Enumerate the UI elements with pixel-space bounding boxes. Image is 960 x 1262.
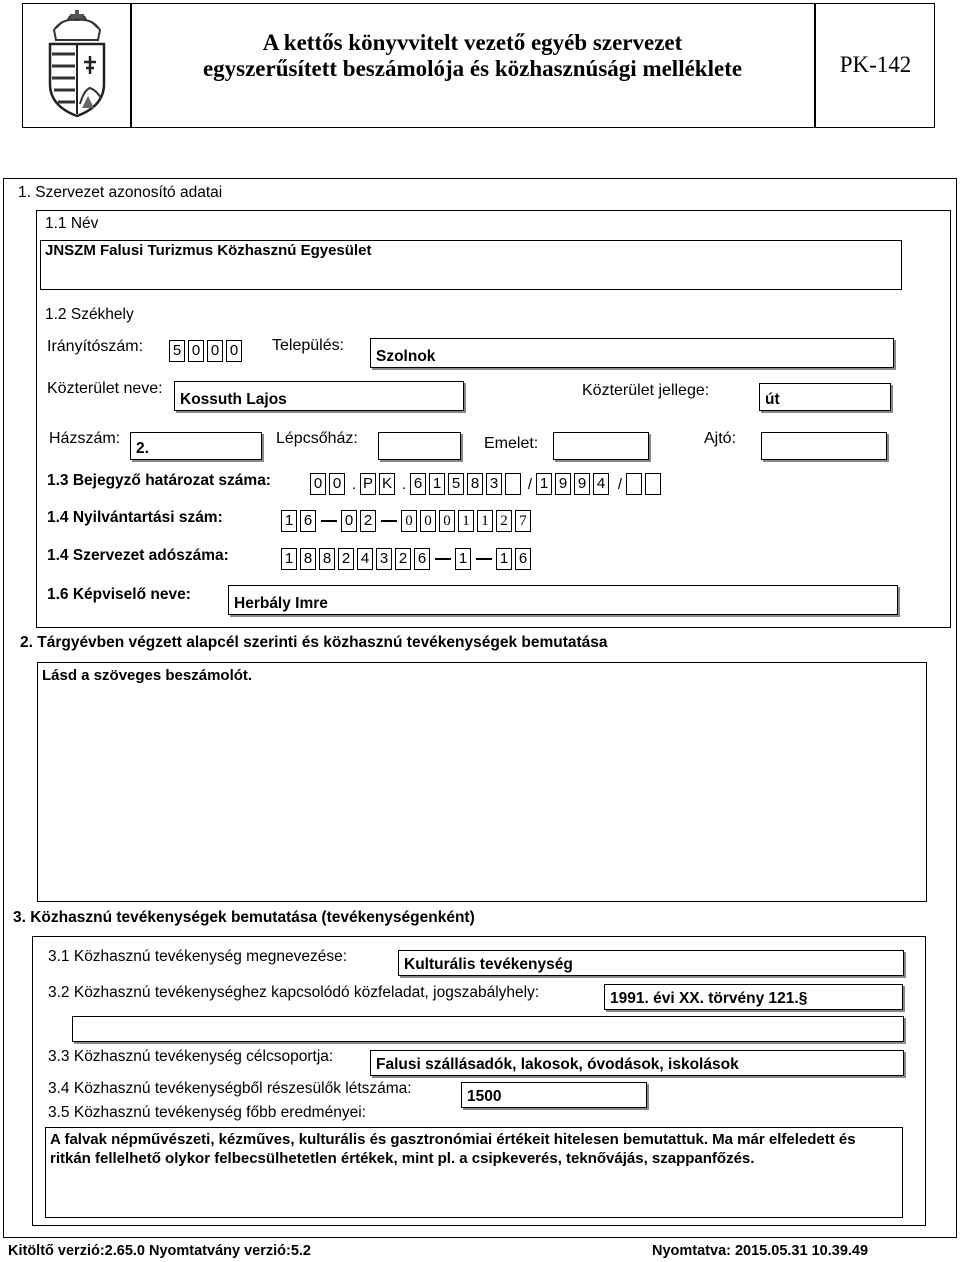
zip-digit[interactable]: 0: [188, 340, 204, 362]
form-title-line1: A kettős könyvvitelt vezető egyéb szervezet: [262, 30, 683, 55]
registry-char[interactable]: 2: [496, 510, 512, 532]
activity-name-value: Kulturális tevékenység: [404, 956, 573, 973]
zip-label: Irányítószám:: [47, 338, 144, 355]
street-type-label: Közterület jellege:: [582, 382, 710, 399]
reg-char[interactable]: [505, 473, 521, 495]
target-group-label: 3.3 Közhasznú tevékenység célcsoportja:: [48, 1048, 334, 1065]
reg-char[interactable]: [626, 473, 642, 495]
reg-char[interactable]: 6: [410, 473, 426, 495]
coat-of-arms-icon: [42, 8, 112, 120]
reg-char[interactable]: P: [360, 473, 376, 495]
door-field[interactable]: [761, 432, 887, 460]
tax-dash: [476, 558, 492, 560]
tax-digit[interactable]: 1: [281, 548, 297, 570]
reg-char[interactable]: K: [379, 473, 395, 495]
house-label: Házszám:: [49, 430, 121, 447]
public-task-extra-field[interactable]: [72, 1016, 904, 1042]
registry-char[interactable]: 2: [360, 510, 376, 532]
stair-field[interactable]: [378, 432, 461, 460]
section2-text-field[interactable]: [37, 662, 927, 902]
section3-heading: 3. Közhasznú tevékenységek bemutatása (tevékenységenként): [13, 909, 475, 926]
registry-char[interactable]: 0: [401, 510, 417, 532]
form-title: [131, 30, 814, 82]
beneficiaries-value: 1500: [467, 1088, 502, 1105]
registry-label: 1.4 Nyilvántartási szám:: [47, 509, 223, 526]
tax-digit[interactable]: 4: [357, 548, 373, 570]
form-title-line2: egyszerűsített beszámolója és közhasznúsági melléklete: [202, 56, 743, 81]
representative-label: 1.6 Képviselő neve:: [47, 586, 191, 603]
zip-digit[interactable]: 0: [207, 340, 223, 362]
reg-char[interactable]: 8: [467, 473, 483, 495]
tax-digit[interactable]: 3: [376, 548, 392, 570]
results-value: A falvak népművészeti, kézműves, kulturális és gasztronómiai értékeit hitelesen bemutattuk. Ma már elfeledett és ritkán fellelhető olykor felbecsülhetetlen értékek, mint pl. a csipkeverés, teknővájás, szappanfőzés.: [50, 1131, 856, 1167]
registry-dash: [321, 520, 337, 522]
tax-digit[interactable]: 8: [319, 548, 335, 570]
tax-digit[interactable]: 6: [515, 548, 531, 570]
floor-field[interactable]: [553, 432, 649, 460]
registry-cells[interactable]: [281, 510, 534, 532]
section1-heading: 1. Szervezet azonosító adatai: [18, 184, 223, 201]
reg-slash: /: [527, 475, 533, 493]
house-field[interactable]: [130, 432, 262, 460]
street-type-field[interactable]: [759, 383, 891, 411]
reg-slash: /: [617, 475, 623, 493]
registration-cells[interactable]: [310, 473, 664, 495]
footer-printed: Nyomtatva: 2015.05.31 10.39.49: [652, 1243, 869, 1259]
tax-digit[interactable]: 8: [300, 548, 316, 570]
reg-char[interactable]: 1: [429, 473, 445, 495]
reg-char[interactable]: [645, 473, 661, 495]
zip-digit[interactable]: 0: [226, 340, 242, 362]
results-field[interactable]: [45, 1127, 903, 1218]
footer-version: Kitöltő verzió:2.65.0 Nyomtatvány verzió:5.2: [8, 1243, 311, 1259]
public-task-label: 3.2 Közhasznú tevékenységhez kapcsolódó közfeladat, jogszabályhely:: [48, 984, 540, 1001]
tax-digit[interactable]: 6: [414, 548, 430, 570]
door-label: Ajtó:: [704, 430, 737, 447]
tax-digit[interactable]: 2: [395, 548, 411, 570]
city-label: Település:: [272, 337, 345, 354]
tax-cells[interactable]: [281, 548, 534, 570]
registry-char[interactable]: 0: [439, 510, 455, 532]
results-label: 3.5 Közhasznú tevékenység főbb eredményei:: [48, 1104, 366, 1121]
representative-value: Herbály Imre: [234, 595, 328, 612]
reg-char[interactable]: 5: [448, 473, 464, 495]
reg-char[interactable]: 0: [310, 473, 326, 495]
registration-label: 1.3 Bejegyző határozat száma:: [47, 472, 271, 489]
city-value: Szolnok: [376, 348, 436, 365]
street-value: Kossuth Lajos: [180, 391, 287, 408]
city-field[interactable]: [370, 338, 894, 368]
tax-dash: [435, 558, 451, 560]
registry-char[interactable]: 6: [300, 510, 316, 532]
tax-label: 1.4 Szervezet adószáma:: [47, 547, 229, 564]
tax-digit[interactable]: 1: [496, 548, 512, 570]
activity-name-label: 3.1 Közhasznú tevékenység megnevezése:: [48, 948, 347, 965]
street-label: Közterület neve:: [47, 380, 163, 397]
house-value: 2.: [136, 440, 149, 457]
section2-text: Lásd a szöveges beszámolót.: [42, 667, 253, 684]
name-label: 1.1 Név: [45, 215, 99, 232]
registry-char[interactable]: 7: [515, 510, 531, 532]
registry-char[interactable]: 1: [477, 510, 493, 532]
zip-cells[interactable]: [169, 340, 245, 362]
activity-name-field[interactable]: [398, 950, 904, 976]
registry-char[interactable]: 1: [458, 510, 474, 532]
reg-dot: .: [351, 475, 357, 493]
floor-label: Emelet:: [484, 435, 539, 452]
public-task-value: 1991. évi XX. törvény 121.§: [610, 990, 808, 1007]
tax-digit[interactable]: 1: [455, 548, 471, 570]
stair-label: Lépcsőház:: [276, 430, 358, 447]
registry-char[interactable]: 1: [281, 510, 297, 532]
beneficiaries-label: 3.4 Közhasznú tevékenységből részesülők létszáma:: [48, 1080, 412, 1097]
reg-char[interactable]: 0: [329, 473, 345, 495]
target-group-value: Falusi szállásadók, lakosok, óvodások, iskolások: [376, 1056, 739, 1073]
reg-char[interactable]: 9: [555, 473, 571, 495]
name-value: JNSZM Falusi Turizmus Közhasznú Egyesület: [45, 242, 372, 259]
tax-digit[interactable]: 2: [338, 548, 354, 570]
street-type-value: út: [765, 391, 780, 408]
seat-label: 1.2 Székhely: [45, 306, 134, 323]
section2-heading: 2. Tárgyévben végzett alapcél szerinti és közhasznú tevékenységek bemutatása: [20, 634, 608, 651]
form-code: PK-142: [839, 52, 912, 77]
reg-char[interactable]: 4: [593, 473, 609, 495]
registry-dash: [381, 520, 397, 522]
target-group-field[interactable]: [370, 1050, 904, 1076]
reg-char[interactable]: 9: [574, 473, 590, 495]
reg-dot: .: [401, 475, 407, 493]
reg-char[interactable]: 1: [536, 473, 552, 495]
registry-char[interactable]: 0: [420, 510, 436, 532]
street-field[interactable]: [174, 381, 464, 411]
beneficiaries-field[interactable]: [461, 1082, 647, 1108]
reg-char[interactable]: 3: [486, 473, 502, 495]
representative-field[interactable]: [228, 585, 898, 615]
registry-char[interactable]: 0: [341, 510, 357, 532]
zip-digit[interactable]: 5: [169, 340, 185, 362]
public-task-field[interactable]: [604, 984, 903, 1010]
